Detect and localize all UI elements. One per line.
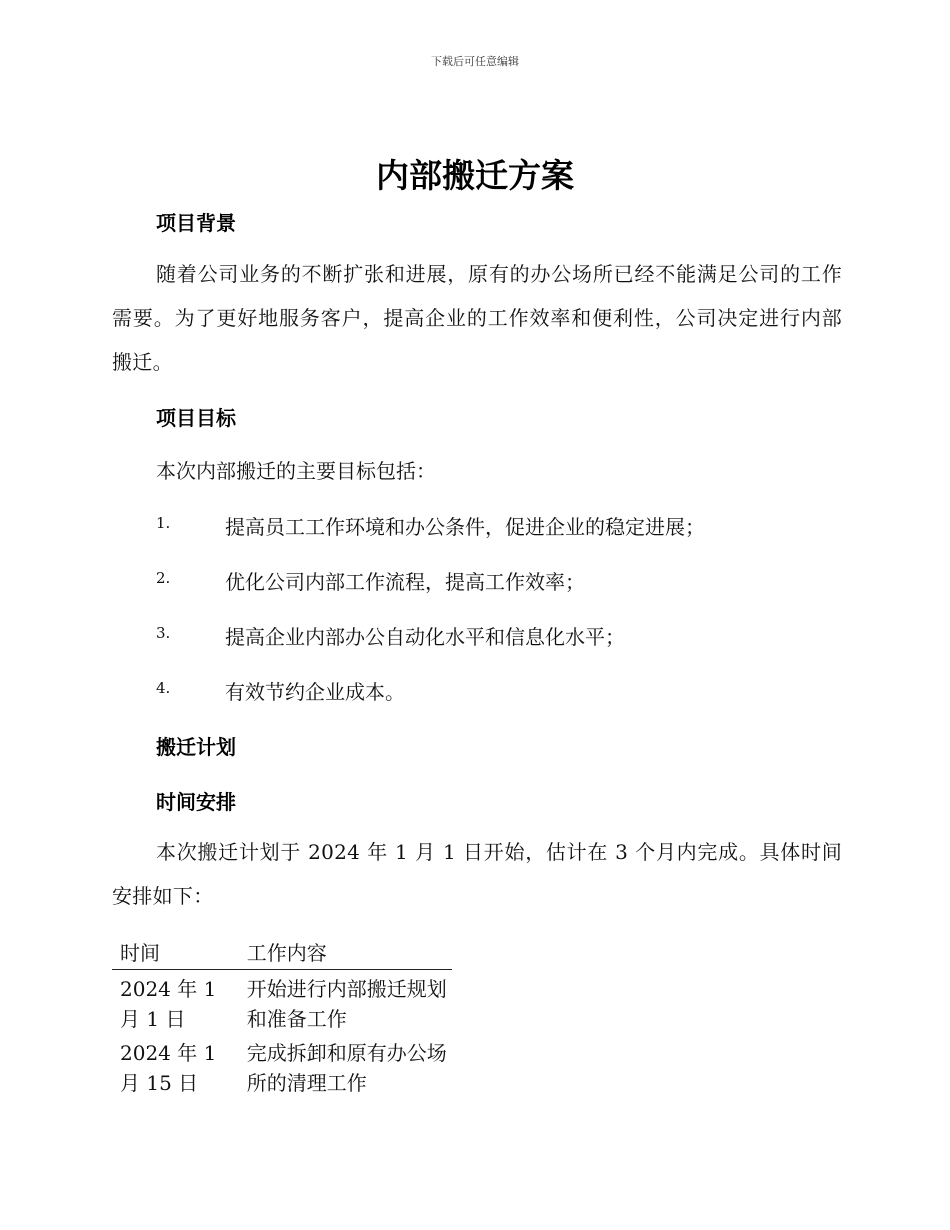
table-cell-date: 2024 年 1 月 15 日 <box>120 1041 217 1095</box>
list-number: 1. <box>156 514 171 532</box>
table-row <box>112 970 452 1035</box>
background-paragraph: 随着公司业务的不断扩张和进展，原有的办公场所已经不能满足公司的工作需要。为了更好地服务客户，提高企业的工作效率和便利性，公司决定进行内部搬迁。 <box>112 262 842 374</box>
table-cell-task: 开始进行内部搬迁规划和准备工作 <box>246 977 447 1031</box>
table-row <box>112 1034 452 1098</box>
page-header-note: 下载后可任意编辑 <box>431 55 519 68</box>
list-item-text: 有效节约企业成本。 <box>225 680 405 704</box>
list-item-text: 提高员工工作环境和办公条件，促进企业的稳定进展； <box>225 515 705 539</box>
table-cell-date: 2024 年 1 月 1 日 <box>120 977 217 1031</box>
table-header-task: 工作内容 <box>239 936 452 970</box>
list-item-text: 提高企业内部办公自动化水平和信息化水平； <box>225 625 625 649</box>
goals-intro: 本次内部搬迁的主要目标包括： <box>156 459 436 483</box>
list-number: 2. <box>156 569 171 587</box>
list-number: 4. <box>156 679 171 697</box>
list-number: 3. <box>156 624 171 642</box>
schedule-paragraph: 本次搬迁计划于 2024 年 1 月 1 日开始，估计在 3 个月内完成。具体时间安排如下： <box>112 840 842 908</box>
document-title: 内部搬迁方案 <box>376 156 574 195</box>
table-header-row <box>112 936 452 970</box>
section-heading-schedule: 时间安排 <box>156 790 236 814</box>
table-header-date: 时间 <box>112 936 239 970</box>
section-heading-plan: 搬迁计划 <box>156 735 236 759</box>
schedule-table <box>112 936 452 1098</box>
list-item-text: 优化公司内部工作流程，提高工作效率； <box>225 570 585 594</box>
section-heading-background: 项目背景 <box>156 211 236 235</box>
table-cell-task: 完成拆卸和原有办公场所的清理工作 <box>246 1041 447 1095</box>
section-heading-goals: 项目目标 <box>156 406 236 430</box>
